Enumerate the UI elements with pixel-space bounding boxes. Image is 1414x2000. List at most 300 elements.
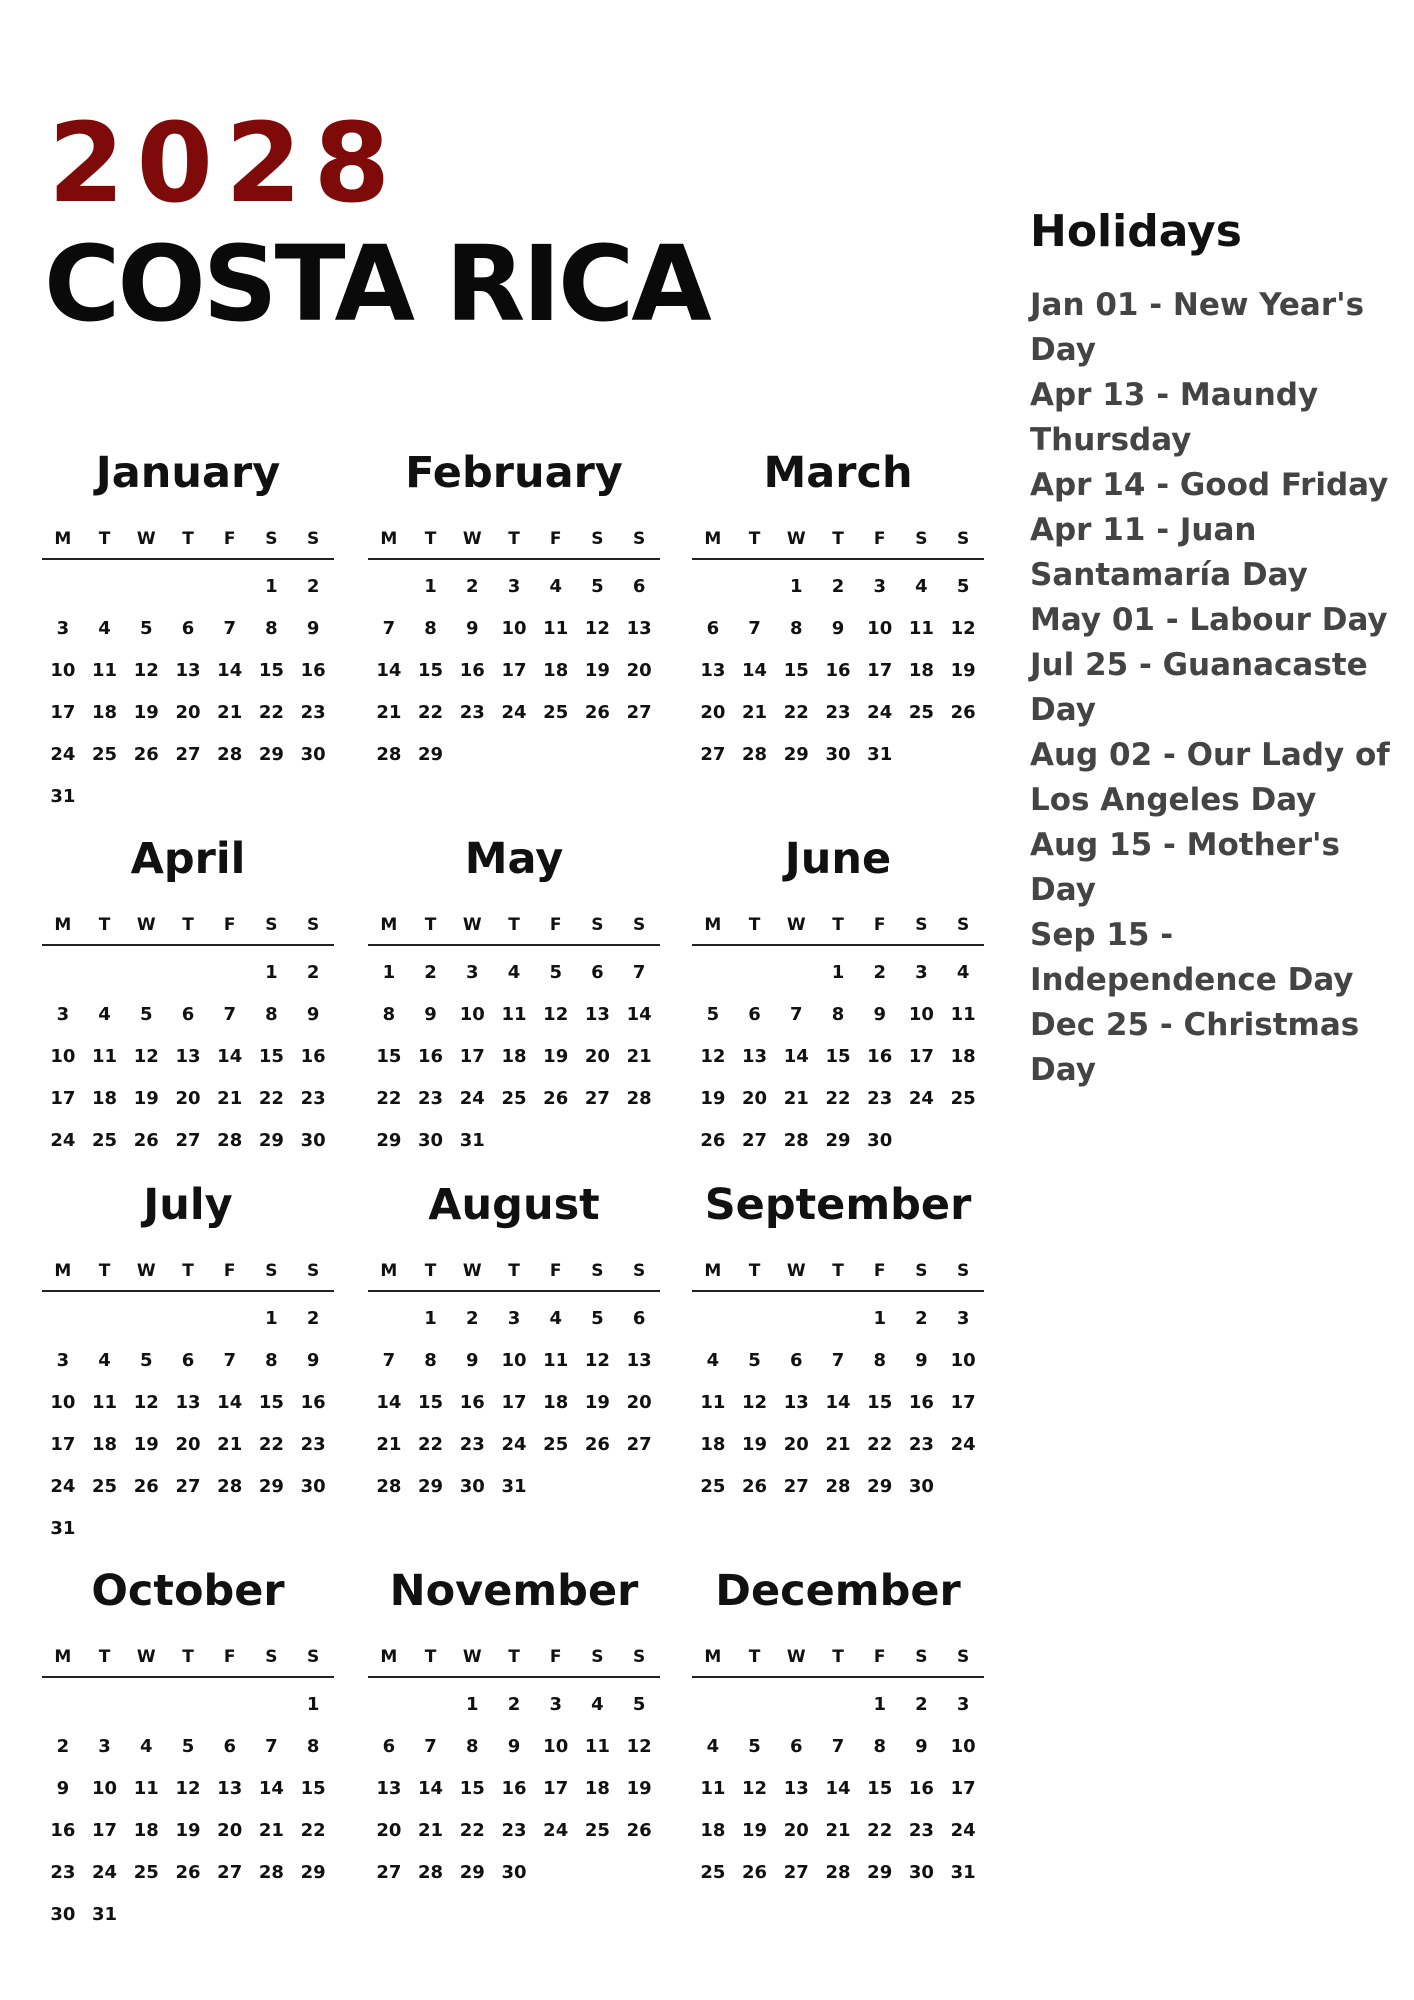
weekday-label: T xyxy=(182,1647,194,1667)
day-cell: 28 xyxy=(742,744,768,765)
day-cell: 3 xyxy=(466,962,479,983)
empty-cell xyxy=(42,1298,84,1340)
day-cell: 1 xyxy=(873,1694,886,1715)
day-cell: 6 xyxy=(382,1736,396,1757)
weekday-label: S xyxy=(265,529,278,549)
day-cell: 17 xyxy=(92,1820,118,1841)
day-cell: 6 xyxy=(790,1350,803,1371)
day-cell: 17 xyxy=(950,1778,976,1799)
day-cell: 19 xyxy=(175,1820,201,1841)
day-cell: 28 xyxy=(376,744,402,765)
day-cell: 22 xyxy=(258,702,284,723)
weekday-header xyxy=(42,1256,334,1292)
day-cell: 4 xyxy=(956,962,970,983)
day-cell: 24 xyxy=(501,702,527,723)
weekday-label: S xyxy=(591,915,604,935)
days-grid xyxy=(368,1684,660,1894)
day-cell: 12 xyxy=(742,1392,768,1413)
month-name: April xyxy=(130,834,246,884)
day-cell: 4 xyxy=(549,1308,562,1329)
day-cell: 20 xyxy=(376,1820,402,1841)
weekday-label: W xyxy=(786,915,806,935)
day-cell: 26 xyxy=(133,744,159,765)
day-cell: 14 xyxy=(258,1778,284,1799)
weekday-label: T xyxy=(424,1647,437,1667)
day-cell: 29 xyxy=(258,744,284,765)
day-cell: 10 xyxy=(501,618,527,639)
weekday-header xyxy=(692,524,984,560)
weekday-header xyxy=(368,1256,660,1292)
holiday-item: Jul 25 - Guanacaste Day xyxy=(1030,647,1368,728)
day-cell: 9 xyxy=(915,1736,928,1757)
weekday-label: M xyxy=(704,529,722,549)
day-cell: 3 xyxy=(956,1308,970,1329)
day-cell: 16 xyxy=(501,1778,527,1799)
empty-cell xyxy=(167,566,209,608)
day-cell: 1 xyxy=(831,962,845,983)
weekday-label: W xyxy=(462,1261,482,1281)
day-cell: 22 xyxy=(258,1088,284,1109)
weekday-label: S xyxy=(265,1261,278,1281)
weekday-label: M xyxy=(54,1261,72,1281)
month-july xyxy=(42,1180,334,1550)
day-cell: 18 xyxy=(584,1778,610,1799)
month-name: January xyxy=(95,448,281,498)
day-cell: 3 xyxy=(98,1736,111,1757)
day-cell: 6 xyxy=(181,618,195,639)
day-cell: 15 xyxy=(867,1778,893,1799)
day-cell: 18 xyxy=(92,702,118,723)
empty-cell xyxy=(775,1684,817,1726)
day-cell: 4 xyxy=(706,1736,720,1757)
day-cell: 15 xyxy=(376,1046,402,1067)
day-cell: 12 xyxy=(700,1046,726,1067)
weekday-label: T xyxy=(98,915,111,935)
weekday-label: F xyxy=(873,1647,886,1667)
day-cell: 9 xyxy=(466,618,479,639)
weekday-label: M xyxy=(704,915,722,935)
day-cell: 25 xyxy=(543,1434,569,1455)
empty-cell xyxy=(692,1298,734,1340)
day-cell: 9 xyxy=(306,1004,320,1025)
day-cell: 5 xyxy=(181,1736,195,1757)
weekday-label: T xyxy=(508,1261,520,1281)
day-cell: 2 xyxy=(466,1308,479,1329)
day-cell: 13 xyxy=(783,1392,809,1413)
empty-cell xyxy=(209,566,251,608)
empty-cell xyxy=(692,952,734,994)
day-cell: 30 xyxy=(501,1862,527,1883)
day-cell: 14 xyxy=(742,660,768,681)
day-cell: 25 xyxy=(950,1088,976,1109)
weekday-label: T xyxy=(748,915,761,935)
weekday-label: S xyxy=(307,1647,320,1667)
day-cell: 14 xyxy=(825,1778,851,1799)
day-cell: 19 xyxy=(584,660,610,681)
day-cell: 17 xyxy=(950,1392,976,1413)
day-cell: 28 xyxy=(825,1862,851,1883)
day-cell: 9 xyxy=(915,1350,928,1371)
weekday-label: S xyxy=(957,1261,970,1281)
day-cell: 3 xyxy=(56,1004,70,1025)
holiday-item: Apr 13 - Maundy Thursday xyxy=(1030,377,1319,458)
day-cell: 5 xyxy=(748,1350,761,1371)
month-name: June xyxy=(784,834,892,884)
day-cell: 27 xyxy=(626,702,652,723)
day-cell: 27 xyxy=(584,1088,610,1109)
day-cell: 1 xyxy=(424,576,437,597)
day-cell: 19 xyxy=(742,1434,768,1455)
day-cell: 9 xyxy=(56,1778,70,1799)
day-cell: 9 xyxy=(873,1004,886,1025)
weekday-label: S xyxy=(307,529,320,549)
month-name: November xyxy=(389,1566,639,1616)
empty-cell xyxy=(42,952,84,994)
empty-cell xyxy=(368,1684,410,1726)
day-cell: 8 xyxy=(790,618,803,639)
empty-cell xyxy=(125,1684,167,1726)
day-cell: 29 xyxy=(418,744,444,765)
weekday-label: M xyxy=(704,1261,722,1281)
day-cell: 31 xyxy=(50,786,76,807)
day-cell: 24 xyxy=(50,744,76,765)
weekday-label: M xyxy=(380,915,398,935)
day-cell: 17 xyxy=(501,1392,527,1413)
day-cell: 29 xyxy=(783,744,809,765)
day-cell: 9 xyxy=(831,618,845,639)
weekday-label: W xyxy=(136,529,156,549)
day-cell: 15 xyxy=(459,1778,485,1799)
day-cell: 25 xyxy=(700,1862,726,1883)
day-cell: 16 xyxy=(908,1778,934,1799)
weekday-label: W xyxy=(462,1647,482,1667)
weekday-header xyxy=(692,910,984,946)
day-cell: 19 xyxy=(626,1778,652,1799)
days-grid xyxy=(368,566,660,776)
day-cell: 25 xyxy=(133,1862,159,1883)
day-cell: 20 xyxy=(700,702,726,723)
day-cell: 29 xyxy=(376,1130,402,1151)
day-cell: 18 xyxy=(543,1392,569,1413)
month-december xyxy=(692,1566,984,1894)
month-name: March xyxy=(763,448,913,498)
day-cell: 25 xyxy=(501,1088,527,1109)
empty-cell xyxy=(125,952,167,994)
weekday-label: S xyxy=(633,529,646,549)
holiday-item: Sep 15 - Independence Day xyxy=(1030,917,1354,998)
day-cell: 13 xyxy=(742,1046,768,1067)
day-cell: 2 xyxy=(424,962,437,983)
day-cell: 10 xyxy=(950,1736,976,1757)
weekday-label: S xyxy=(957,915,970,935)
day-cell: 19 xyxy=(133,1088,159,1109)
weekday-header xyxy=(692,1642,984,1678)
day-cell: 20 xyxy=(783,1820,809,1841)
day-cell: 10 xyxy=(50,1392,76,1413)
day-cell: 12 xyxy=(950,618,976,639)
day-cell: 25 xyxy=(92,744,118,765)
days-grid xyxy=(42,1684,334,1936)
day-cell: 29 xyxy=(867,1476,893,1497)
empty-cell xyxy=(209,1298,251,1340)
day-cell: 11 xyxy=(501,1004,527,1025)
day-cell: 12 xyxy=(133,660,159,681)
day-cell: 19 xyxy=(584,1392,610,1413)
day-cell: 17 xyxy=(543,1778,569,1799)
empty-cell xyxy=(734,1684,776,1726)
day-cell: 30 xyxy=(300,744,326,765)
days-grid xyxy=(692,952,984,1162)
day-cell: 22 xyxy=(783,702,809,723)
day-cell: 25 xyxy=(92,1476,118,1497)
weekday-label: M xyxy=(704,1647,722,1667)
day-cell: 24 xyxy=(950,1434,976,1455)
month-may xyxy=(368,834,660,1162)
weekday-label: T xyxy=(424,915,437,935)
days-grid xyxy=(42,1298,334,1550)
day-cell: 8 xyxy=(265,1004,278,1025)
weekday-header xyxy=(368,524,660,560)
day-cell: 12 xyxy=(543,1004,569,1025)
weekday-label: F xyxy=(549,1261,562,1281)
weekday-label: S xyxy=(591,529,604,549)
weekday-label: W xyxy=(462,915,482,935)
month-june xyxy=(692,834,984,1162)
weekday-label: T xyxy=(832,1647,844,1667)
day-cell: 14 xyxy=(626,1004,652,1025)
day-cell: 13 xyxy=(217,1778,243,1799)
weekday-label: S xyxy=(307,915,320,935)
day-cell: 30 xyxy=(908,1476,934,1497)
day-cell: 30 xyxy=(300,1130,326,1151)
month-october xyxy=(42,1566,334,1936)
month-name: May xyxy=(464,834,564,884)
weekday-label: F xyxy=(873,529,886,549)
weekday-label: T xyxy=(182,529,194,549)
day-cell: 3 xyxy=(873,576,886,597)
weekday-header xyxy=(42,1642,334,1678)
weekday-label: F xyxy=(549,1647,562,1667)
weekday-label: S xyxy=(915,915,928,935)
day-cell: 23 xyxy=(300,702,326,723)
day-cell: 28 xyxy=(217,1476,243,1497)
day-cell: 31 xyxy=(950,1862,976,1883)
day-cell: 24 xyxy=(50,1130,76,1151)
day-cell: 14 xyxy=(783,1046,809,1067)
month-march xyxy=(692,448,984,776)
day-cell: 17 xyxy=(908,1046,934,1067)
weekday-label: W xyxy=(786,1647,806,1667)
day-cell: 20 xyxy=(217,1820,243,1841)
day-cell: 13 xyxy=(175,1392,201,1413)
weekday-label: F xyxy=(549,915,562,935)
day-cell: 6 xyxy=(632,1308,646,1329)
day-cell: 22 xyxy=(867,1820,893,1841)
weekday-label: M xyxy=(380,1261,398,1281)
day-cell: 10 xyxy=(908,1004,934,1025)
weekday-label: F xyxy=(223,1261,236,1281)
day-cell: 2 xyxy=(915,1694,928,1715)
weekday-label: W xyxy=(136,1647,156,1667)
day-cell: 3 xyxy=(549,1694,562,1715)
holiday-item: Aug 02 - Our Lady of Los Angeles Day xyxy=(1030,737,1390,818)
day-cell: 26 xyxy=(742,1476,768,1497)
day-cell: 30 xyxy=(418,1130,444,1151)
day-cell: 14 xyxy=(217,1046,243,1067)
month-april xyxy=(42,834,334,1162)
day-cell: 2 xyxy=(466,576,479,597)
day-cell: 9 xyxy=(306,1350,320,1371)
day-cell: 5 xyxy=(549,962,562,983)
day-cell: 25 xyxy=(700,1476,726,1497)
day-cell: 21 xyxy=(742,702,768,723)
day-cell: 29 xyxy=(258,1476,284,1497)
day-cell: 7 xyxy=(748,618,761,639)
day-cell: 7 xyxy=(831,1736,845,1757)
day-cell: 23 xyxy=(867,1088,893,1109)
day-cell: 28 xyxy=(217,744,243,765)
empty-cell xyxy=(734,952,776,994)
day-cell: 21 xyxy=(217,1088,243,1109)
day-cell: 6 xyxy=(632,576,646,597)
day-cell: 23 xyxy=(501,1820,527,1841)
day-cell: 16 xyxy=(300,1392,326,1413)
day-cell: 26 xyxy=(584,702,610,723)
days-grid xyxy=(692,566,984,776)
day-cell: 28 xyxy=(376,1476,402,1497)
weekday-label: T xyxy=(508,1647,520,1667)
month-january xyxy=(42,448,334,818)
day-cell: 20 xyxy=(175,1434,201,1455)
day-cell: 1 xyxy=(265,962,278,983)
day-cell: 27 xyxy=(175,1476,201,1497)
month-name: December xyxy=(715,1566,961,1616)
day-cell: 30 xyxy=(908,1862,934,1883)
holiday-item: Apr 11 - Juan Santamaría Day xyxy=(1030,512,1308,593)
day-cell: 6 xyxy=(223,1736,236,1757)
weekday-label: W xyxy=(786,529,806,549)
day-cell: 27 xyxy=(626,1434,652,1455)
day-cell: 12 xyxy=(175,1778,201,1799)
empty-cell xyxy=(42,566,84,608)
day-cell: 16 xyxy=(300,1046,326,1067)
days-grid xyxy=(368,952,660,1162)
empty-cell xyxy=(775,952,817,994)
day-cell: 16 xyxy=(867,1046,893,1067)
day-cell: 22 xyxy=(376,1088,402,1109)
day-cell: 24 xyxy=(92,1862,118,1883)
day-cell: 6 xyxy=(790,1736,803,1757)
day-cell: 1 xyxy=(265,576,278,597)
days-grid xyxy=(692,1298,984,1508)
day-cell: 8 xyxy=(306,1736,320,1757)
country-heading: COSTA RICA xyxy=(44,223,709,345)
day-cell: 14 xyxy=(217,660,243,681)
day-cell: 3 xyxy=(56,1350,70,1371)
day-cell: 5 xyxy=(632,1694,646,1715)
day-cell: 31 xyxy=(50,1518,76,1539)
day-cell: 4 xyxy=(706,1350,720,1371)
day-cell: 8 xyxy=(424,618,437,639)
day-cell: 2 xyxy=(873,962,886,983)
day-cell: 15 xyxy=(418,660,444,681)
weekday-header xyxy=(368,1642,660,1678)
day-cell: 9 xyxy=(424,1004,437,1025)
day-cell: 7 xyxy=(223,618,236,639)
day-cell: 22 xyxy=(258,1434,284,1455)
day-cell: 13 xyxy=(376,1778,402,1799)
weekday-label: M xyxy=(54,1647,72,1667)
day-cell: 7 xyxy=(265,1736,278,1757)
day-cell: 25 xyxy=(584,1820,610,1841)
day-cell: 19 xyxy=(742,1820,768,1841)
weekday-label: F xyxy=(873,1261,886,1281)
holiday-item: Aug 15 - Mother's Day xyxy=(1030,827,1340,908)
day-cell: 18 xyxy=(908,660,934,681)
empty-cell xyxy=(167,1684,209,1726)
day-cell: 14 xyxy=(376,1392,402,1413)
weekday-label: F xyxy=(223,529,236,549)
day-cell: 3 xyxy=(507,1308,521,1329)
empty-cell xyxy=(125,566,167,608)
day-cell: 11 xyxy=(543,1350,569,1371)
day-cell: 11 xyxy=(700,1778,726,1799)
day-cell: 28 xyxy=(418,1862,444,1883)
day-cell: 18 xyxy=(700,1434,726,1455)
day-cell: 15 xyxy=(300,1778,326,1799)
day-cell: 5 xyxy=(140,1350,153,1371)
day-cell: 14 xyxy=(376,660,402,681)
day-cell: 14 xyxy=(217,1392,243,1413)
weekday-label: T xyxy=(424,1261,437,1281)
day-cell: 24 xyxy=(908,1088,934,1109)
weekday-label: S xyxy=(265,1647,278,1667)
weekday-label: T xyxy=(748,1647,761,1667)
day-cell: 11 xyxy=(92,660,118,681)
day-cell: 29 xyxy=(825,1130,851,1151)
day-cell: 22 xyxy=(418,702,444,723)
days-grid xyxy=(42,952,334,1162)
weekday-label: W xyxy=(136,915,156,935)
day-cell: 28 xyxy=(258,1862,284,1883)
day-cell: 8 xyxy=(873,1350,886,1371)
weekday-label: S xyxy=(591,1647,604,1667)
weekday-label: S xyxy=(915,1647,928,1667)
day-cell: 15 xyxy=(258,1046,284,1067)
day-cell: 13 xyxy=(175,1046,201,1067)
day-cell: 11 xyxy=(700,1392,726,1413)
empty-cell xyxy=(734,1298,776,1340)
day-cell: 7 xyxy=(424,1736,437,1757)
day-cell: 12 xyxy=(626,1736,652,1757)
day-cell: 21 xyxy=(626,1046,652,1067)
day-cell: 20 xyxy=(783,1434,809,1455)
empty-cell xyxy=(167,1298,209,1340)
empty-cell xyxy=(42,1684,84,1726)
day-cell: 12 xyxy=(133,1392,159,1413)
holiday-item: Dec 25 - Christmas Day xyxy=(1030,1007,1360,1088)
day-cell: 23 xyxy=(908,1820,934,1841)
weekday-label: W xyxy=(462,529,482,549)
day-cell: 8 xyxy=(873,1736,886,1757)
weekday-label: F xyxy=(873,915,886,935)
weekday-label: S xyxy=(957,1647,970,1667)
days-grid xyxy=(368,1298,660,1508)
day-cell: 17 xyxy=(459,1046,485,1067)
weekday-header xyxy=(368,910,660,946)
day-cell: 11 xyxy=(543,618,569,639)
weekday-label: S xyxy=(265,915,278,935)
